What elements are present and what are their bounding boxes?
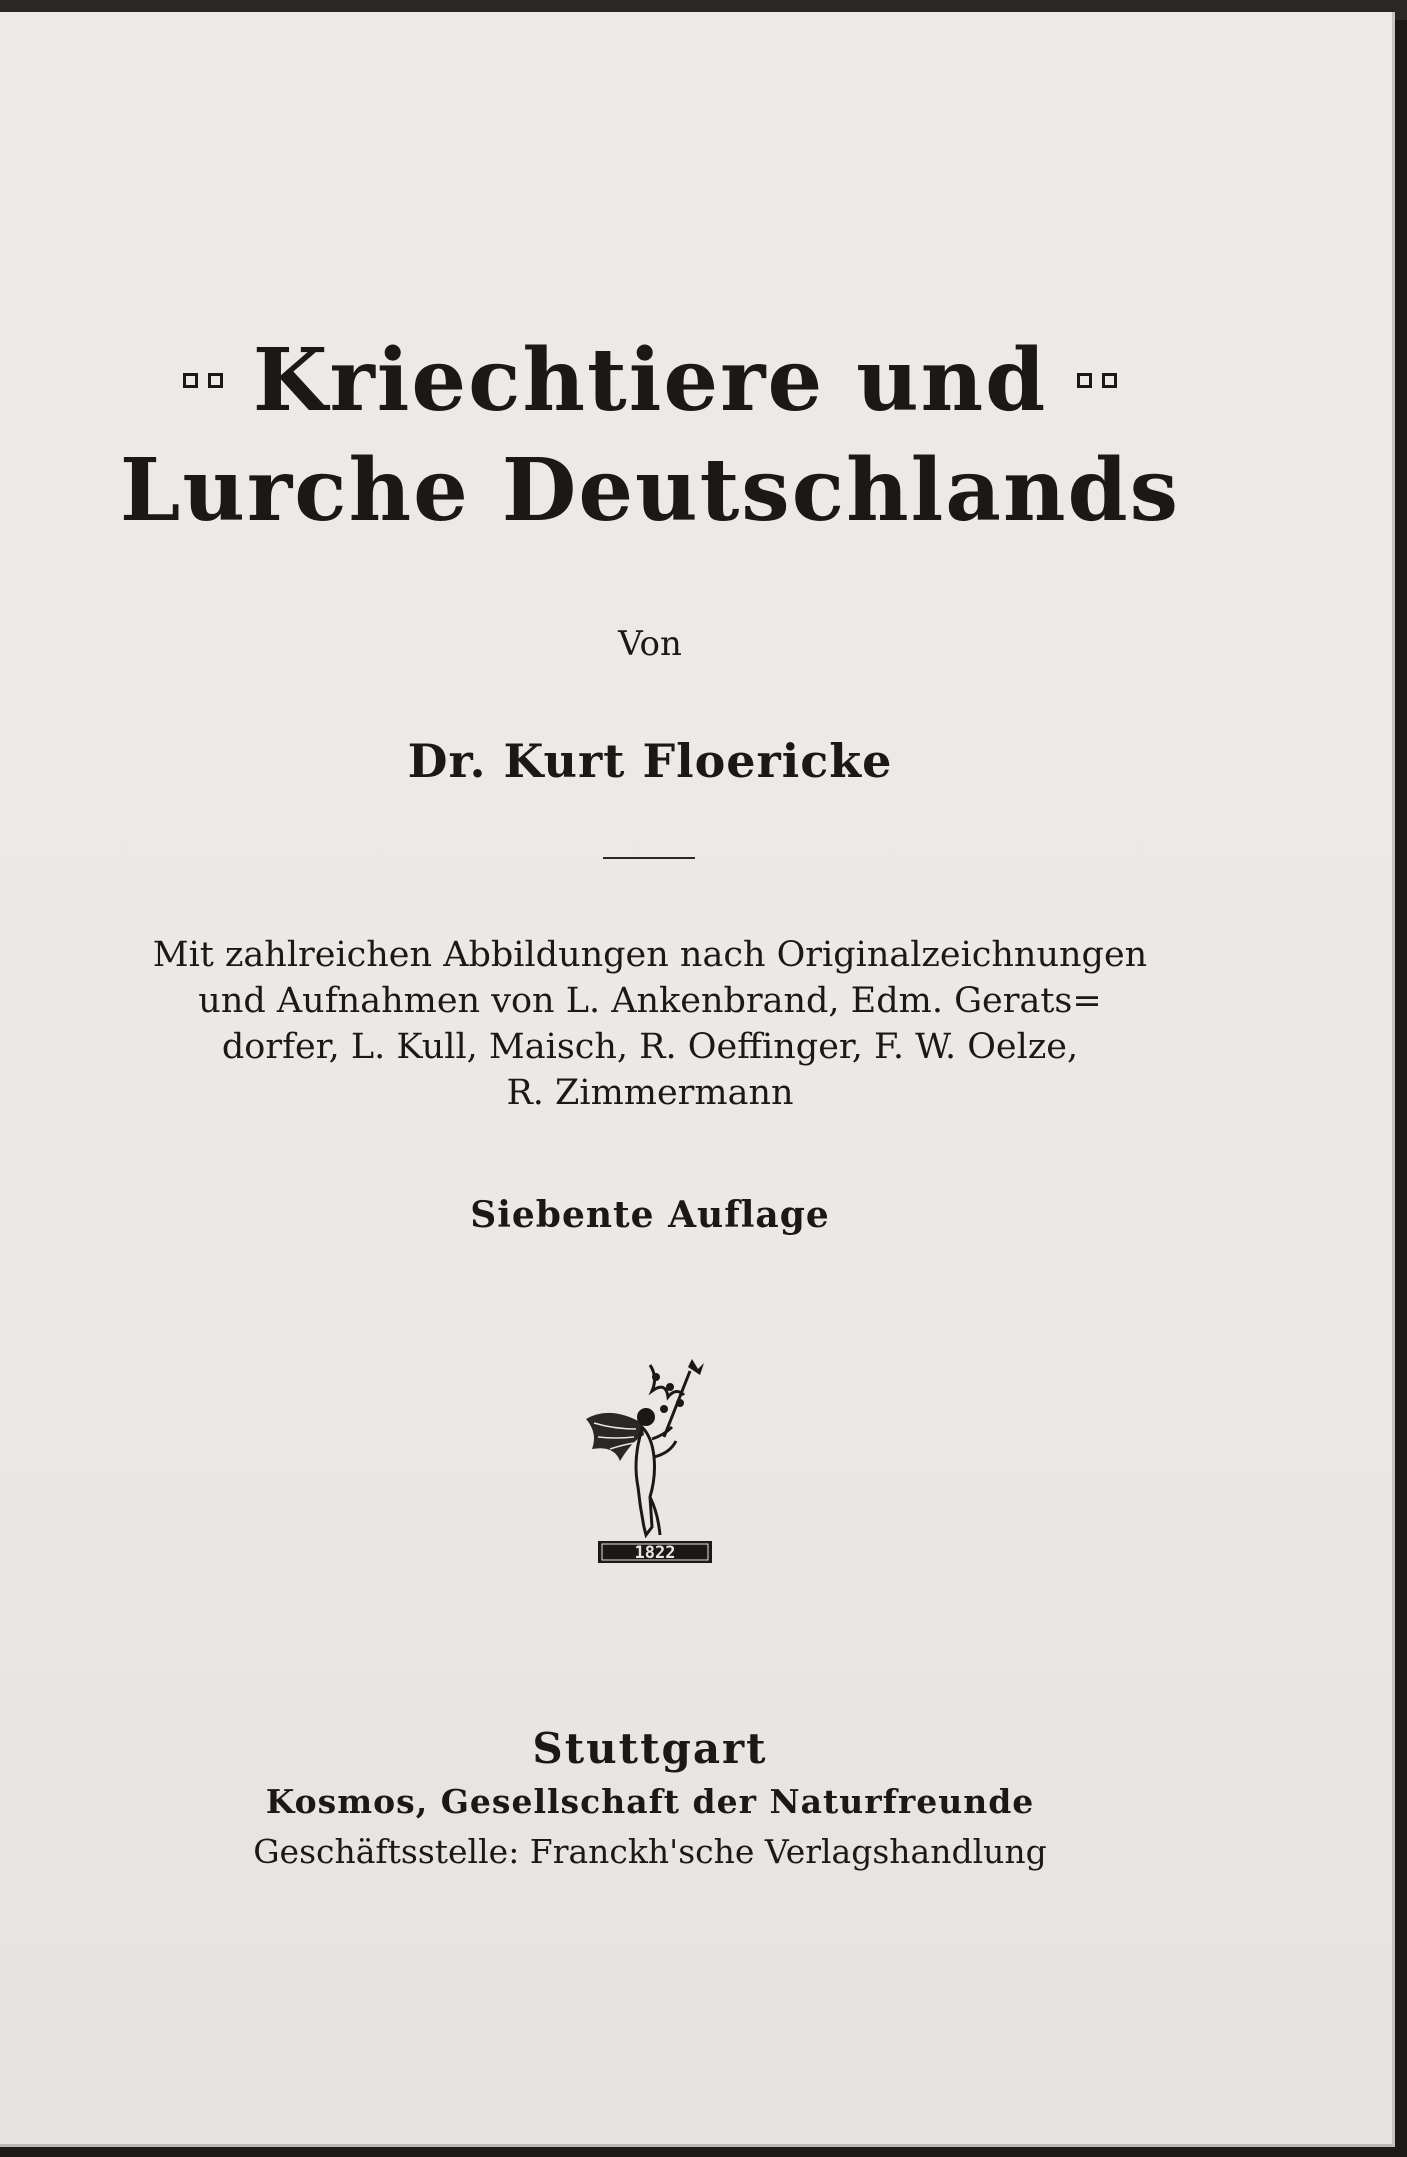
illustration-credits bbox=[0, 932, 1300, 1116]
byline: Von bbox=[618, 624, 682, 664]
imprint-city: Stuttgart bbox=[532, 1724, 768, 1773]
ornament-left-icon bbox=[183, 373, 223, 388]
ornament-right-icon bbox=[1077, 373, 1117, 388]
credits-line-2: und Aufnahmen von L. Ankenbrand, Edm. Gerats= bbox=[198, 981, 1102, 1021]
edition: Siebente Auflage bbox=[470, 1194, 830, 1236]
title-line-2: Lurche Deutschlands bbox=[119, 440, 1181, 541]
imprint-publisher: Kosmos, Gesellschaft der Naturfreunde bbox=[265, 1782, 1035, 1821]
emblem-year: 1822 bbox=[634, 1543, 676, 1563]
winged-cherub-emblem-icon bbox=[580, 1357, 730, 1577]
credits-line-1: Mit zahlreichen Abbildungen nach Originalzeichnungen bbox=[152, 935, 1148, 975]
title-line-1-row bbox=[0, 330, 1300, 431]
title-line-1: Kriechtiere und bbox=[252, 330, 1048, 431]
author-name: Dr. Kurt Floericke bbox=[407, 734, 893, 788]
divider-rule bbox=[603, 857, 695, 859]
credits-line-4: R. Zimmermann bbox=[506, 1073, 794, 1113]
title-page bbox=[0, 12, 1395, 2147]
imprint-office: Geschäftsstelle: Franckh'sche Verlagshandlung bbox=[253, 1832, 1047, 1871]
credits-line-3: dorfer, L. Kull, Maisch, R. Oeffinger, F. W. Oelze, bbox=[221, 1027, 1079, 1067]
